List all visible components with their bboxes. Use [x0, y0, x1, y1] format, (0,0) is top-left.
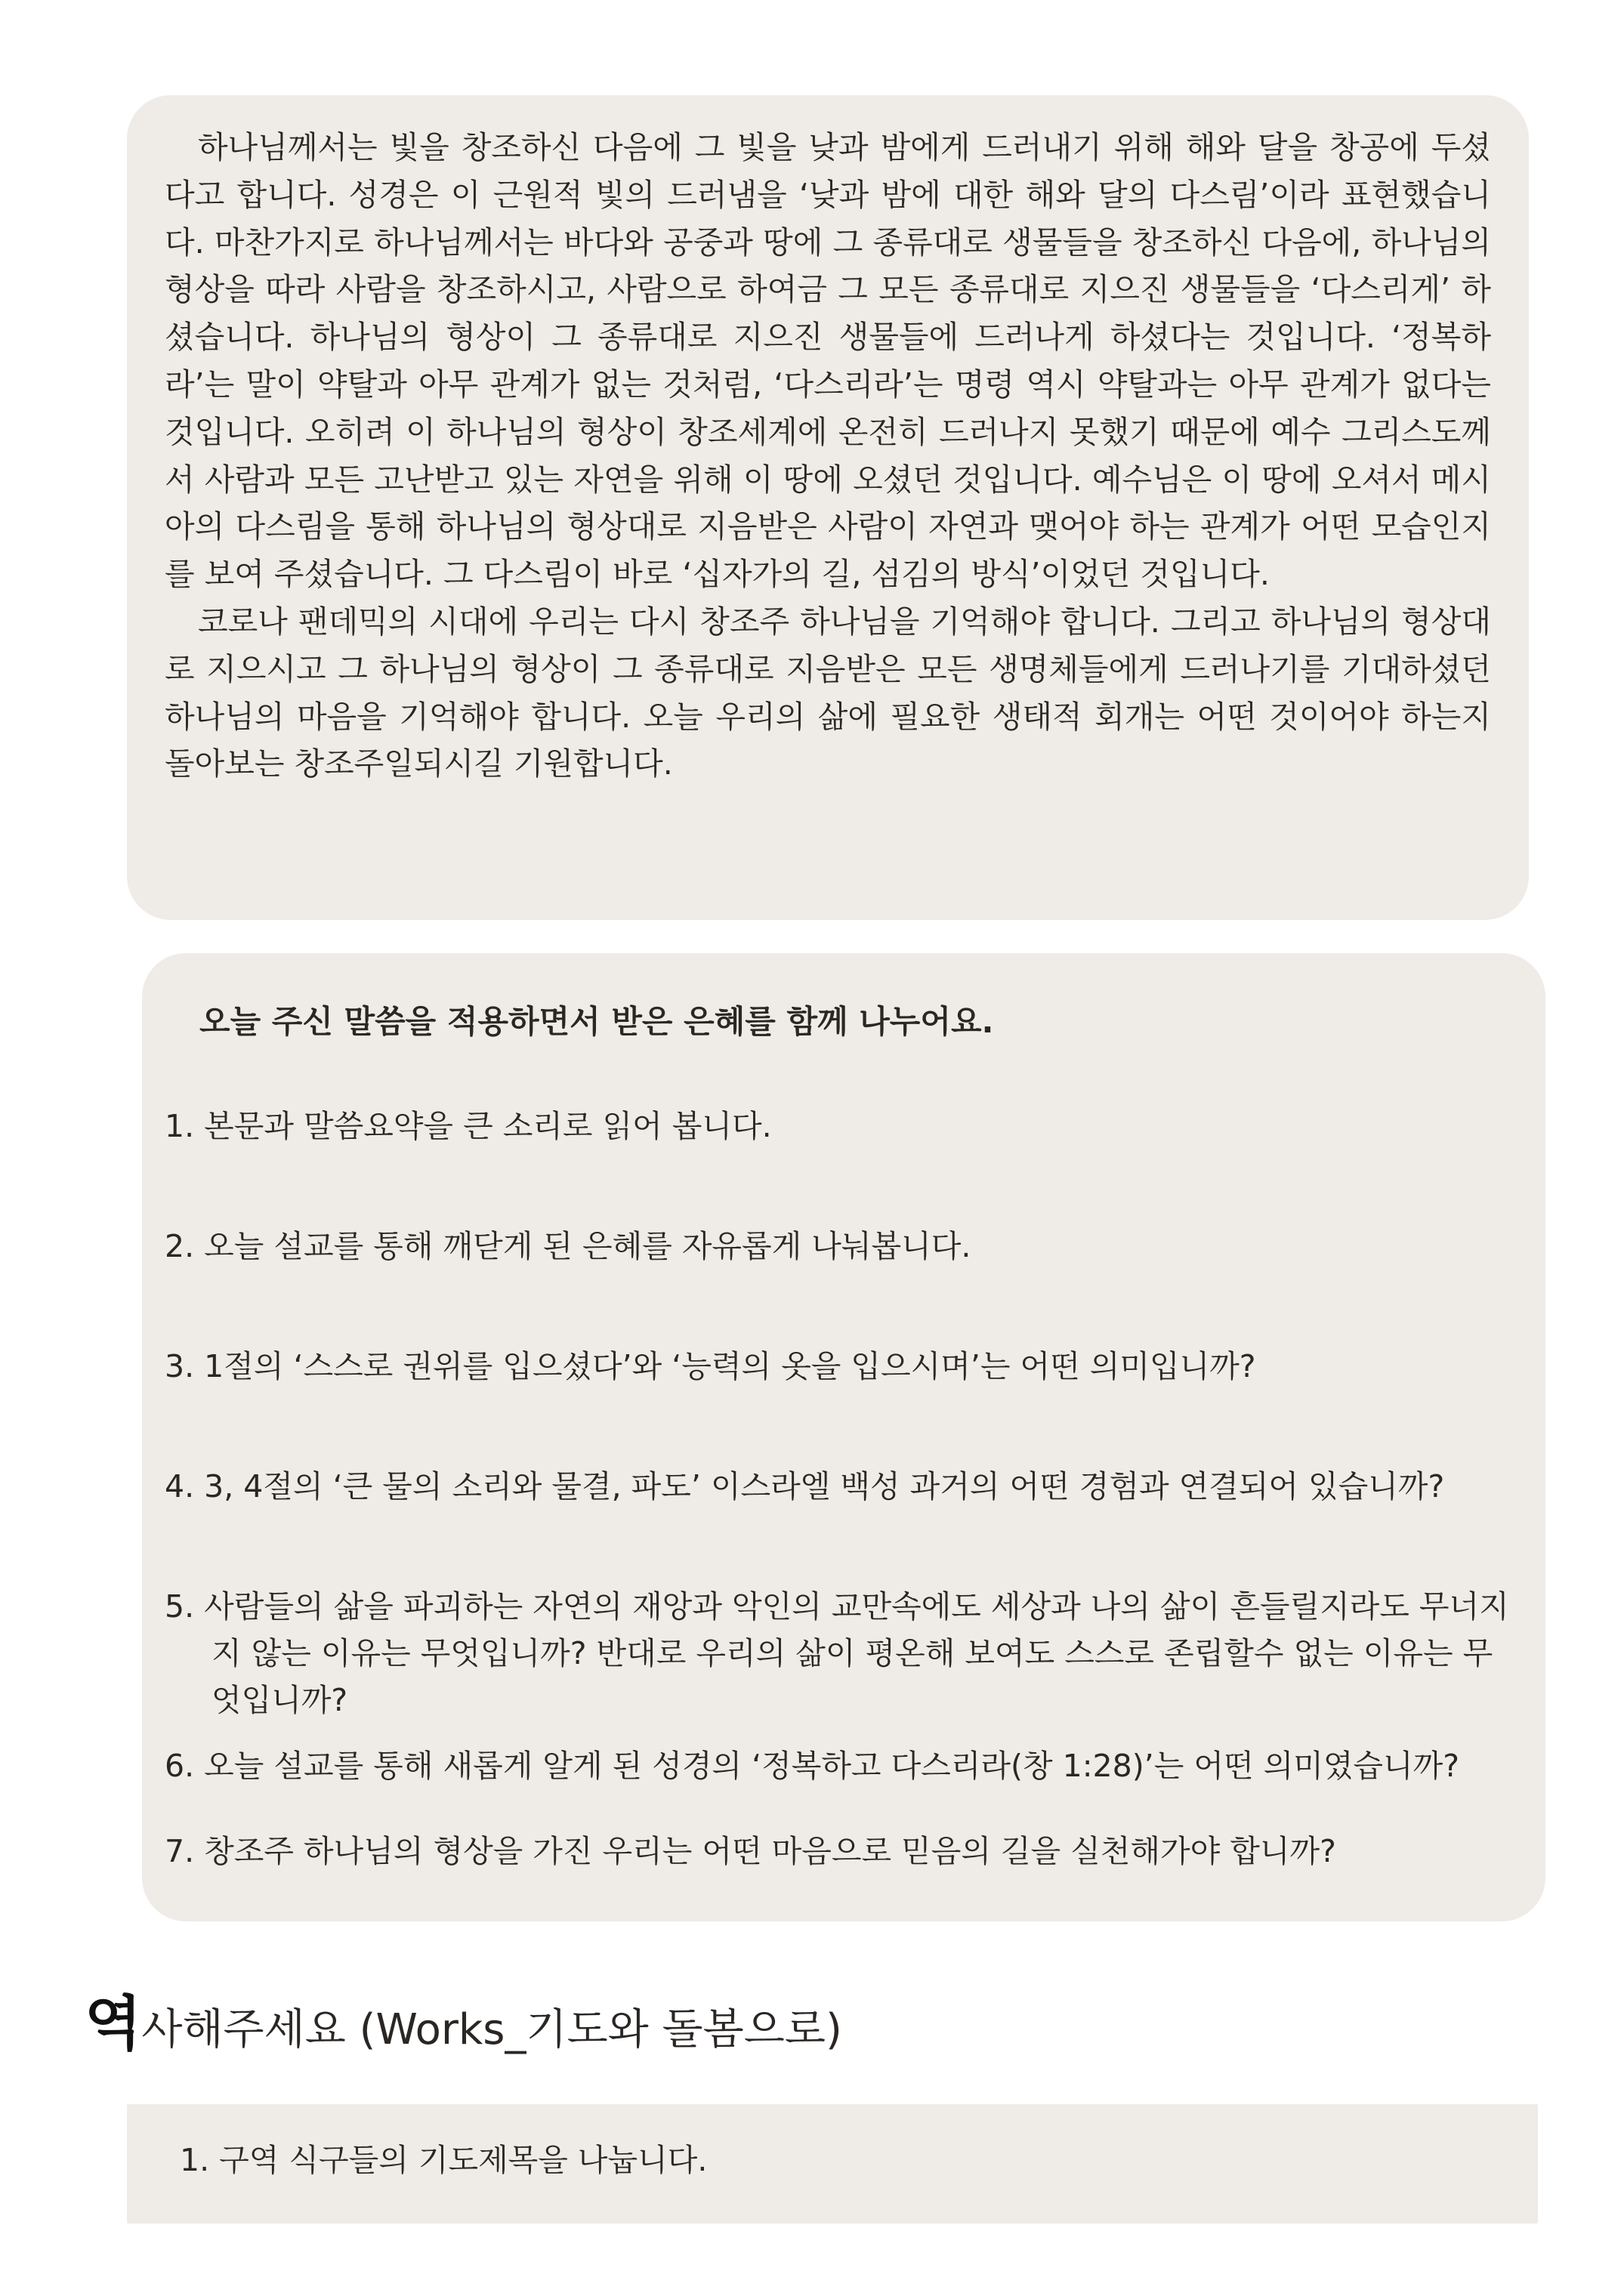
question-item-3: 3. 1절의 ‘스스로 권위를 입으셨다’와 ‘능력의 옷을 입으시며’는 어떤 의미입니까? [165, 1348, 1256, 1384]
question-item-2: 2. 오늘 설교를 통해 깨닫게 된 은혜를 자유롭게 나눠봅니다. [165, 1228, 971, 1264]
reflection-paragraph-1: 하나님께서는 빛을 창조하신 다음에 그 빛을 낮과 밤에게 드러내기 위해 해와 달을 창공에 두셨다고 합니다. 성경은 이 근원적 빛의 드러냄을 ‘낮과 밤에 대한 해와 달의 다스림’이라 표현했습니다. 마찬가지로 하나님께서는 바다와 공중과 땅에 그 종류대로 생물들을 창조하신 다음에, 하나님의 형상을 따라 사람을 창조하시고, 사람으로 하여금 그 모든 종류대로 지으진 생물들을 ‘다스리게’ 하셨습니다. 하나님의 형상이 그 종류대로 지으진 생물들에 드러나게 하셨다는 것입니다. ‘정복하라’는 말이 약탈과 아무 관계가 없는 것처럼, ‘다스리라’는 명령 역시 약탈과는 아무 관계가 없다는 것입니다. 오히려 이 하나님의 형상이 창조세계에 온전히 드러나지 못했기 때문에 예수 그리스도께서 사람과 모든 고난받고 있는 자연을 위해 이 땅에 오셨던 것입니다. 예수님은 이 땅에 오셔서 메시아의 다스림을 통해 하나님의 형상대로 지음받은 사람이 자연과 맺어야 하는 관계가 어떤 모습인지를 보여 주셨습니다. 그 다스림이 바로 ‘십자가의 길, 섬김의 방식’이었던 것입니다. [165, 129, 1491, 593]
reflection-paragraph-2: 코로나 팬데믹의 시대에 우리는 다시 창조주 하나님을 기억해야 합니다. 그리고 하나님의 형상대로 지으시고 그 하나님의 형상이 그 종류대로 지음받은 모든 생명체들에게 드러나기를 기대하셨던 하나님의 마음을 기억해야 합니다. 오늘 우리의 삶에 필요한 생태적 회개는 어떤 것이어야 하는지 돌아보는 창조주일되시길 기원합니다. [165, 603, 1491, 782]
reflection-box [127, 95, 1529, 920]
prayer-box [127, 2104, 1538, 2224]
sharing-heading: 오늘 주신 말씀을 적용하면서 받은 은혜를 함께 나누어요. [199, 1003, 994, 1040]
question-item-5: 5. 사람들의 삶을 파괴하는 자연의 재앙과 악인의 교만속에도 세상과 나의 삶이 흔들릴지라도 무너지지 않는 이유는 무엇입니까? 반대로 우리의 삶이 평온해 보여도 스스로 존립할수 없는 이유는 무엇입니까? [165, 1588, 1509, 1718]
question-item-6: 6. 오늘 설교를 통해 새롭게 알게 된 성경의 ‘정복하고 다스리라(창 1:28)’는 어떤 의미였습니까? [165, 1748, 1459, 1784]
prayer-item-1: 1. 구역 식구들의 기도제목을 나눕니다. [180, 2142, 708, 2178]
sharing-box [142, 953, 1545, 1921]
section-title-text: 사해주세요 (Works_기도와 돌봄으로) [141, 2005, 842, 2054]
section-title-initial: 역 [85, 1990, 142, 2058]
section-title [85, 1990, 842, 2060]
question-item-1: 1. 본문과 말씀요약을 큰 소리로 읽어 봅니다. [165, 1108, 772, 1144]
question-item-4: 4. 3, 4절의 ‘큰 물의 소리와 물결, 파도’ 이스라엘 백성 과거의 어떤 경험과 연결되어 있습니까? [165, 1468, 1445, 1504]
question-item-7: 7. 창조주 하나님의 형상을 가진 우리는 어떤 마음으로 믿음의 길을 실천해가야 합니까? [165, 1833, 1336, 1869]
